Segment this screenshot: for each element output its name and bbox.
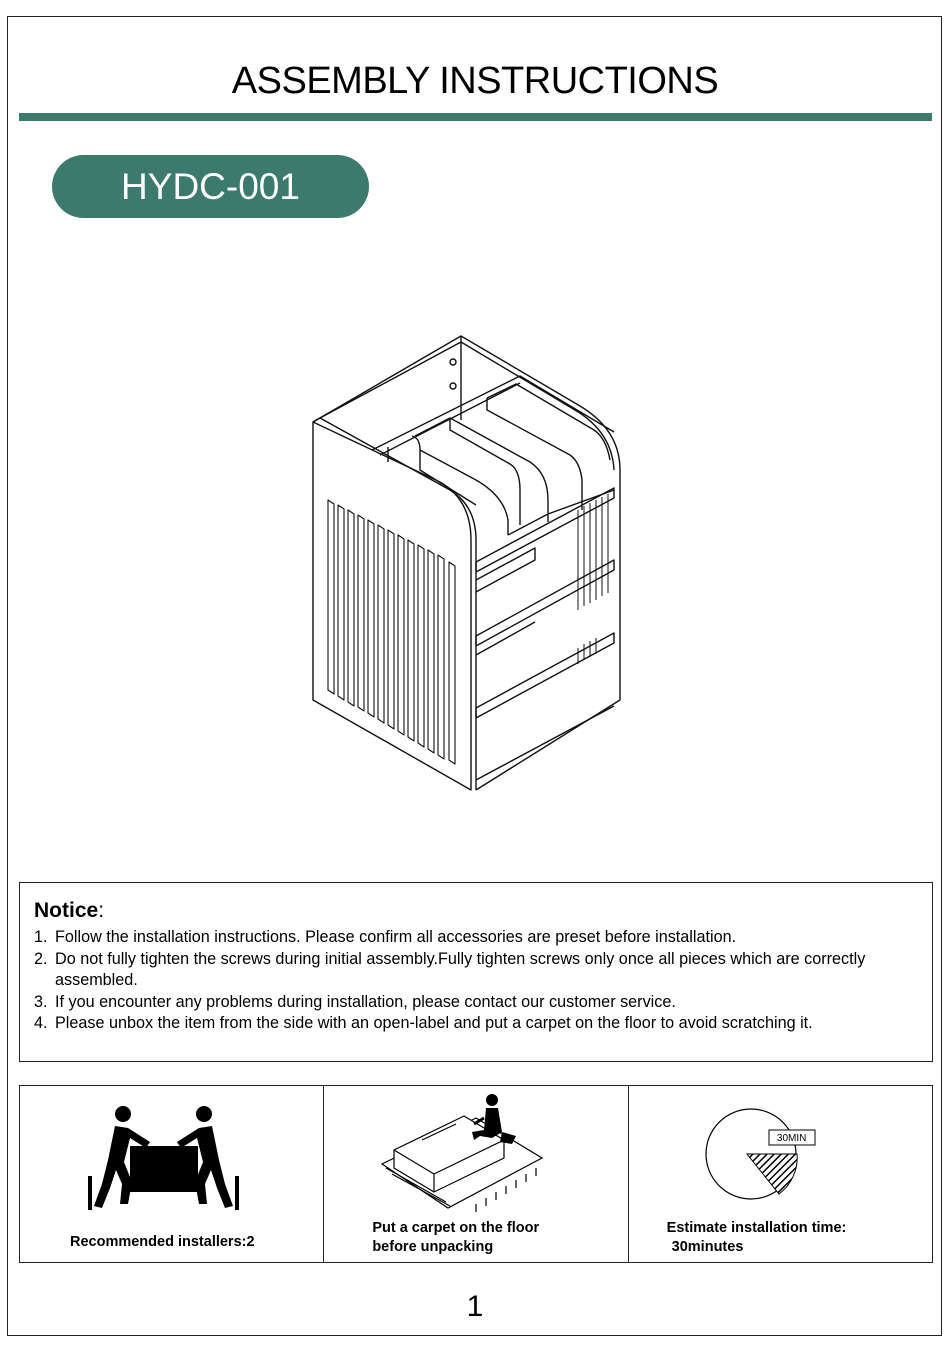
notice-list: [34, 927, 918, 1035]
notice-item: 4. Please unbox the item from the side with an open-label and put a carpet on the floor to avoid scratching it.: [34, 1014, 813, 1032]
notice-item: 3. If you encounter any problems during installation, please contact our customer service.: [34, 992, 676, 1011]
storage-cart-line-drawing-icon: [300, 330, 630, 800]
carpet-label: Put a carpet on the floor before unpacking: [372, 1220, 540, 1255]
person-unpacking-on-carpet-icon: [376, 1092, 556, 1212]
tip-carpet: [324, 1086, 628, 1262]
time-badge: 30MIN: [776, 1133, 807, 1144]
clock-30-minutes-icon: [701, 1106, 821, 1206]
model-badge: HYDC-001: [52, 155, 369, 218]
notice-item: 2. Do not fully tighten the screws during initial assembly.Fully tighten screws only once all pieces which are correctly assembled.: [34, 949, 866, 989]
page-title: ASSEMBLY INSTRUCTIONS: [231, 60, 719, 102]
notice-item: 1. Follow the installation instructions. Please confirm all accessories are preset before installation.: [34, 928, 737, 946]
title-divider: [19, 113, 932, 121]
tip-installers: [20, 1086, 324, 1262]
time-label: Estimate installation time: 30minutes: [666, 1220, 847, 1255]
tip-time: [629, 1086, 932, 1262]
two-people-carrying-box-icon: [80, 1104, 265, 1214]
installers-label: Recommended installers:2: [70, 1234, 255, 1250]
tips-panel: [19, 1085, 933, 1263]
notice-heading: Notice:: [34, 899, 105, 922]
page-number: 1: [466, 1290, 484, 1323]
notice-box: [19, 882, 933, 1062]
